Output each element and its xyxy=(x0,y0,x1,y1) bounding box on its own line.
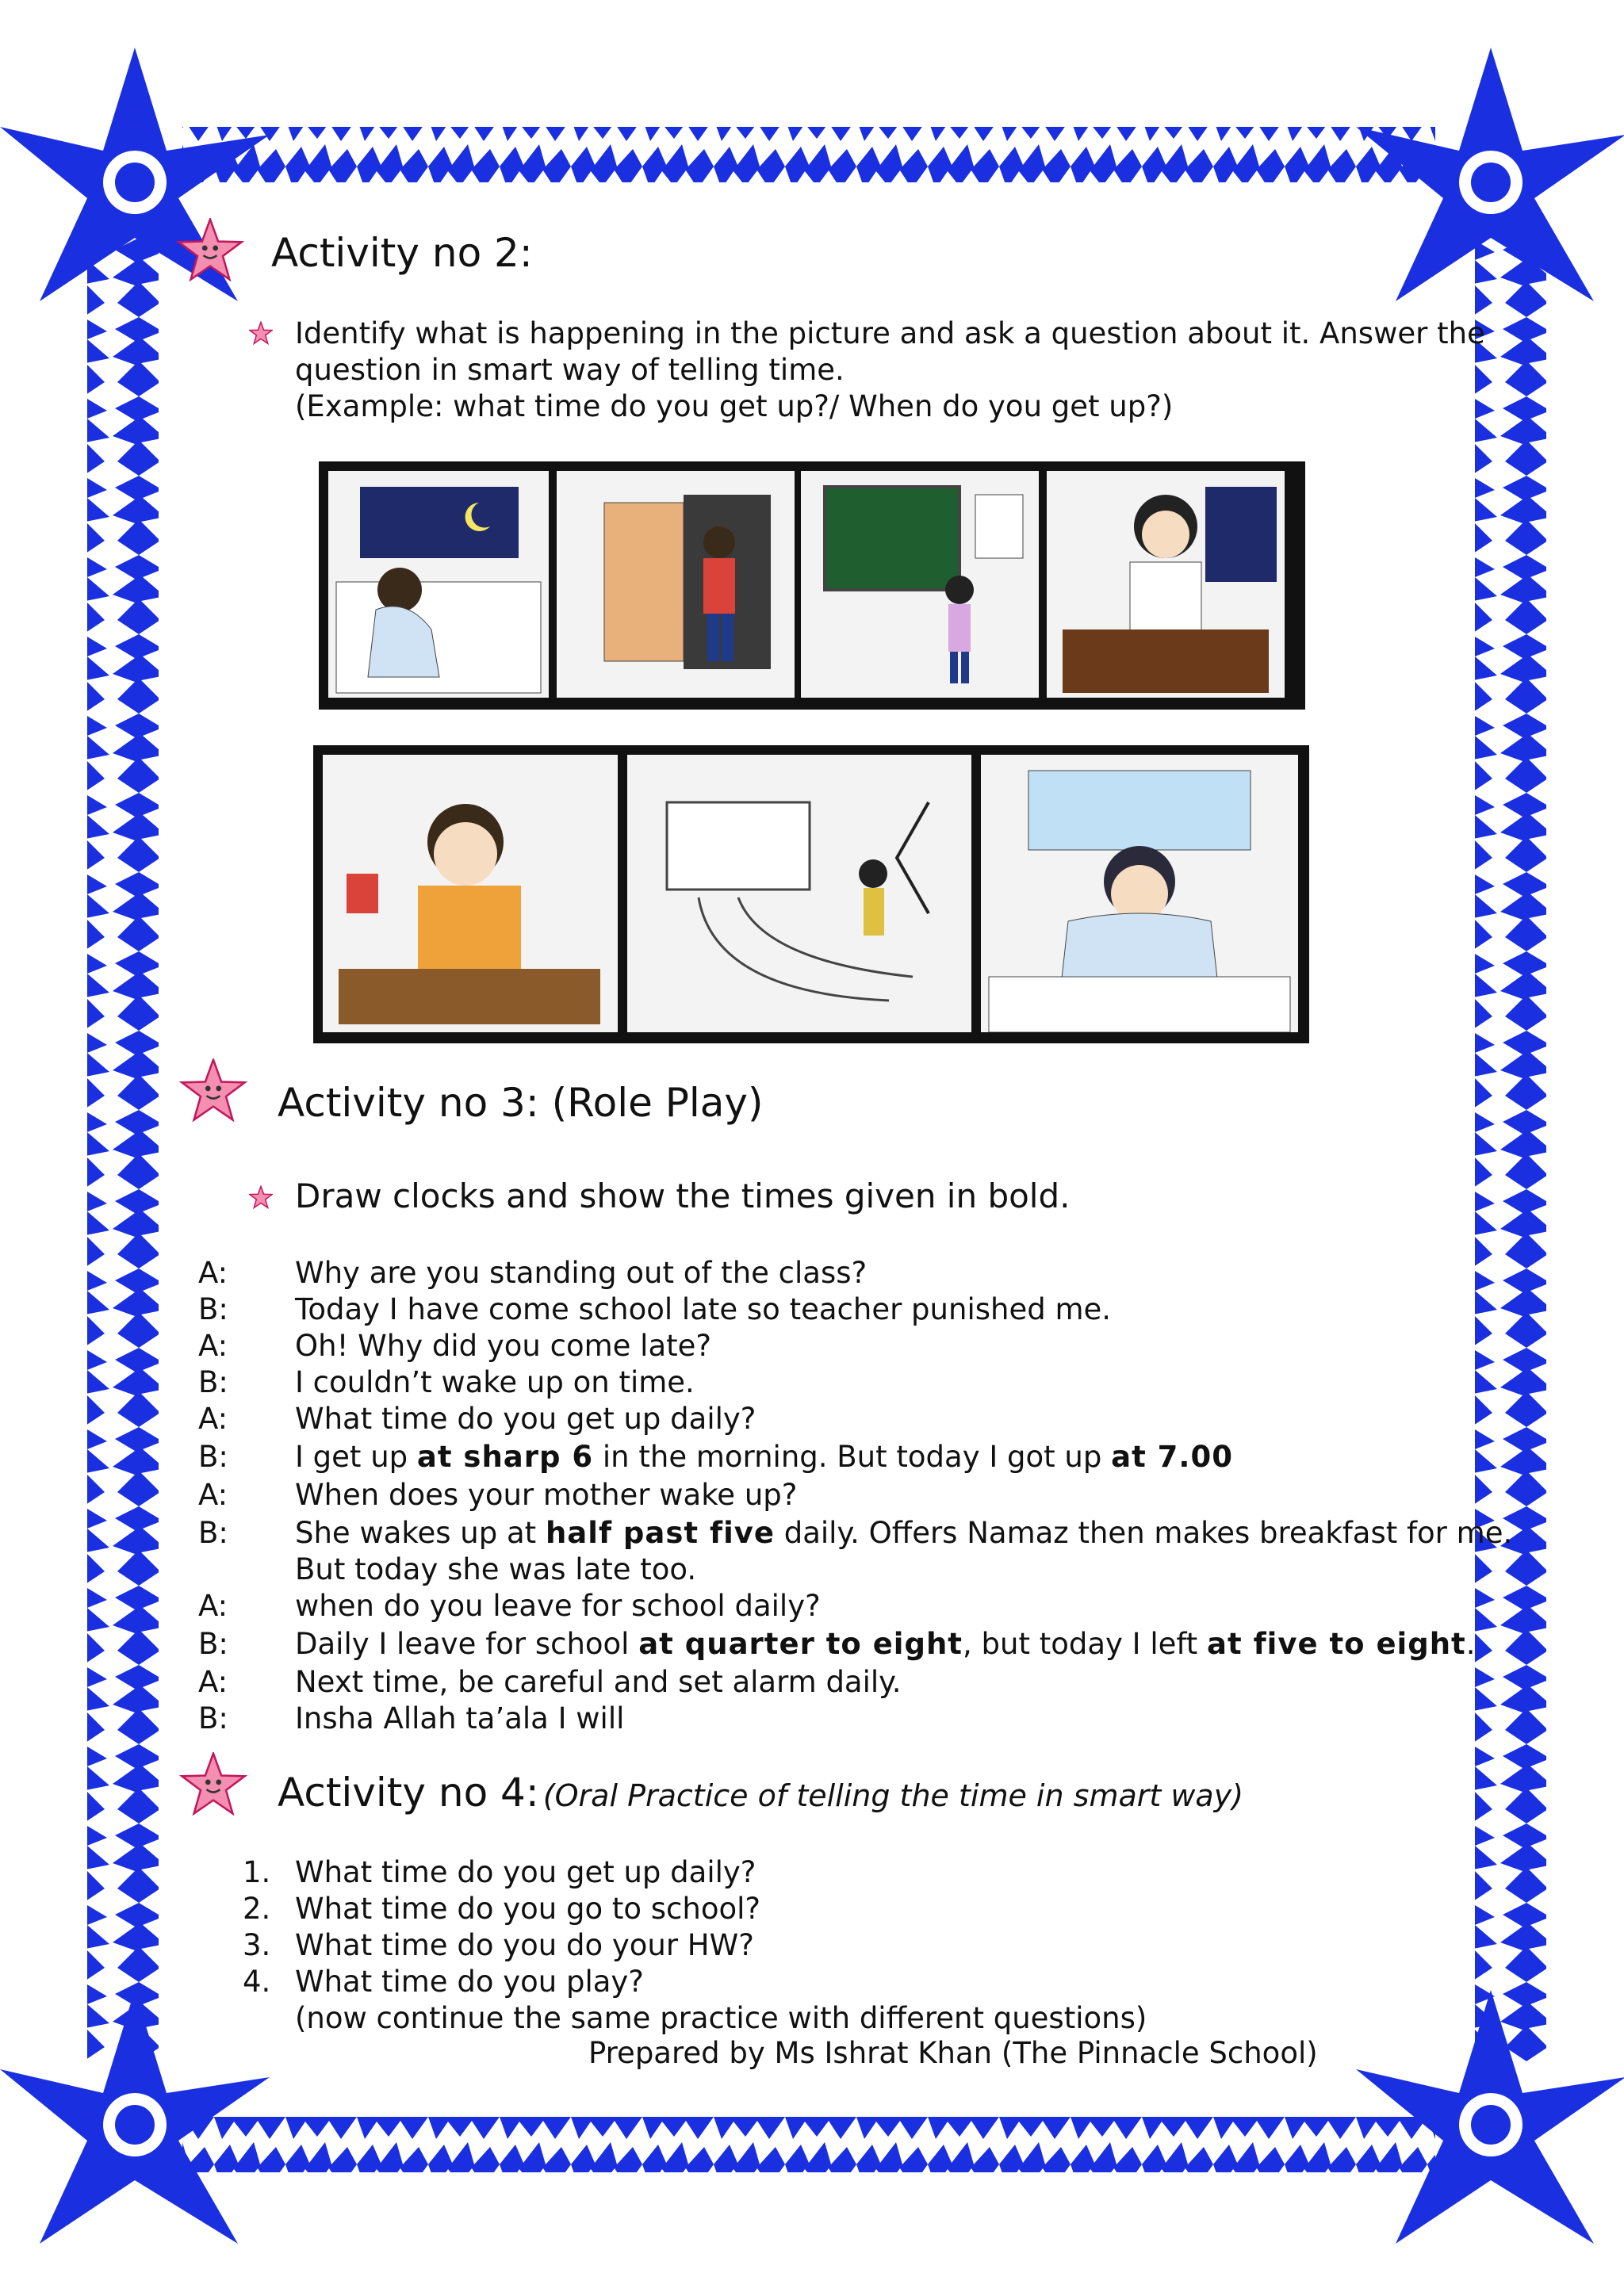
credit-line: Prepared by Ms Ishrat Khan (The Pinnacle School) xyxy=(588,2036,1318,2070)
activity3-heading: Activity no 3: (Role Play) xyxy=(278,1080,764,1126)
illustration-boy-eating-breakfast xyxy=(323,755,618,1032)
activity2-heading: Activity no 2: xyxy=(271,230,533,276)
bold-time: at sharp 6 xyxy=(416,1440,594,1474)
picture-strip-bottom xyxy=(313,745,1309,1043)
star-bullet-icon xyxy=(179,1058,247,1122)
activity4-subtitle: (Oral Practice of telling the time in smart way) xyxy=(542,1778,1244,1813)
illustration-girl-in-classroom xyxy=(801,471,1039,698)
activity4-heading-row xyxy=(278,1770,1243,1816)
star-bullet-icon xyxy=(176,218,244,281)
illustration-boy-waking-at-night xyxy=(328,471,549,698)
illustration-boy-waking-up xyxy=(981,755,1298,1032)
star-bullet-icon xyxy=(179,1752,247,1816)
bold-time: at 7.00 xyxy=(1111,1440,1233,1474)
bold-time: half past five xyxy=(545,1516,775,1550)
illustration-girl-eating-dinner xyxy=(1047,471,1285,698)
illustration-girl-walking-to-school xyxy=(627,755,971,1032)
small-star-bullet-icon xyxy=(249,321,273,345)
small-star-bullet-icon xyxy=(249,1185,273,1209)
picture-strip-top xyxy=(319,461,1305,710)
activity3-instruction: Draw clocks and show the times given in bold. xyxy=(295,1177,1071,1215)
illustration-boy-leaving-door xyxy=(557,471,795,698)
bold-time: at quarter to eight xyxy=(638,1627,963,1661)
role-play-dialogue: A: Why are you standing out of the class? B: Today I have come school late so teacher punished me. A: Oh! Why did you come late? B: I couldn’t wake up on time. A: What time do you get up daily? B: I get up at sharp 6 in the morning. But today I got up at 7.00 A: When does your mother wake up? B: She wakes up at half past five daily. Offers Namaz then makes breakfast for me. But today she was late too. A: when do you leave for school daily? B: Daily I leave for school at quarter to eight, but today I left at five to eight. A: Next time, be careful and set alarm daily. B: Insha Allah ta’ala I will xyxy=(198,1256,1513,1735)
activity2-instruction: Identify what is happening in the picture and ask a question about it. Answer the question in smart way of telling time. (Example: what time do you get up?/ When do you get up?) xyxy=(295,316,1485,423)
bold-time: at five to eight xyxy=(1207,1627,1466,1661)
activity4-heading: Activity no 4: xyxy=(278,1770,539,1816)
